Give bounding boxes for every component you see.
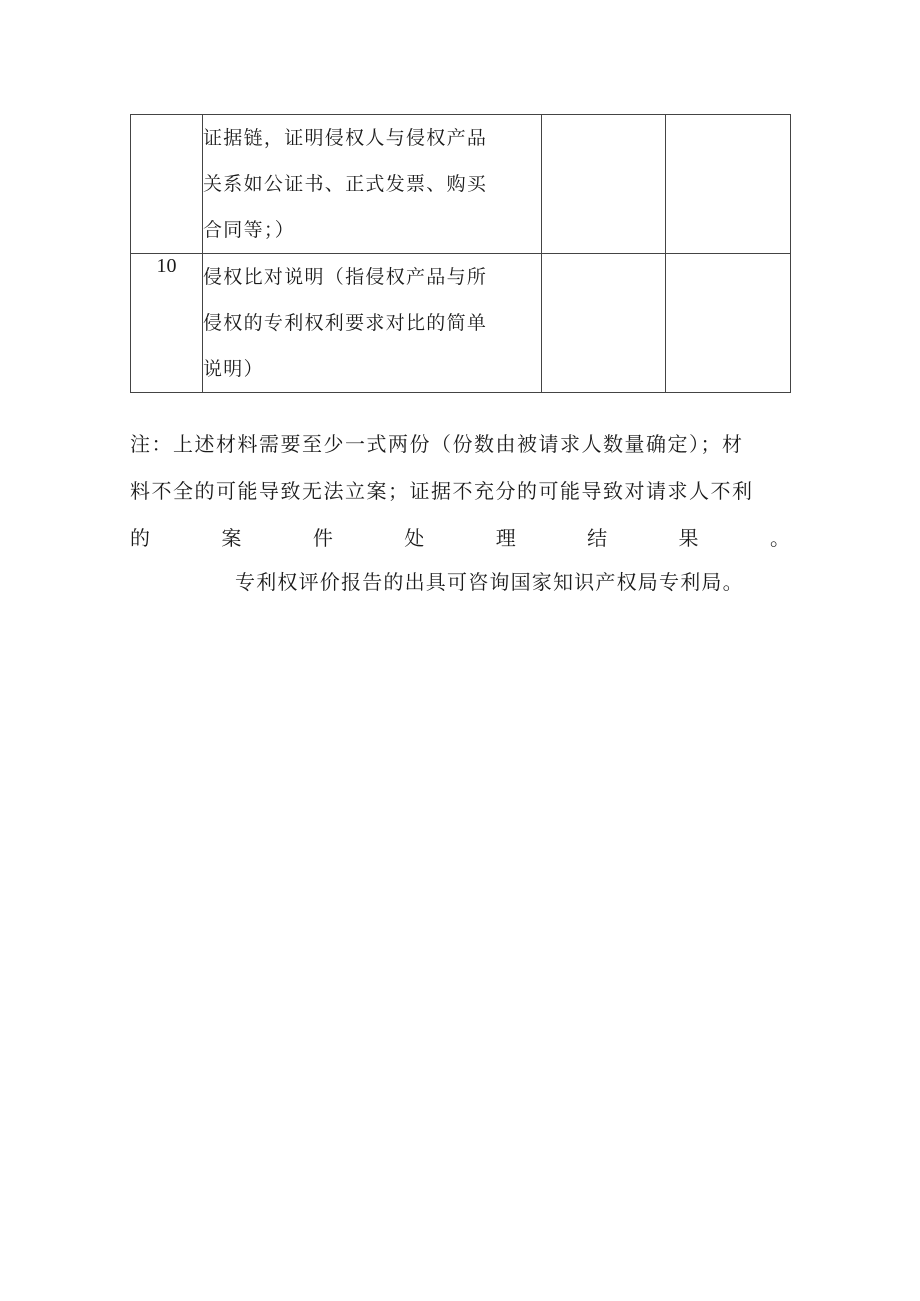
description-line: 关系如公证书、正式发票、购买 (203, 173, 488, 195)
note-char: 结 (587, 526, 608, 550)
description-line: 侵权比对说明（指侵权产品与所 (203, 266, 488, 288)
description-line: 证据链，证明侵权人与侵权产品 (203, 127, 488, 149)
note-char: 的 (130, 526, 150, 550)
note-char: 件 (312, 526, 333, 550)
row-number: 10 (131, 254, 203, 393)
note-line-3 (130, 522, 790, 551)
empty-cell (542, 115, 666, 254)
note-char: 。 (769, 526, 790, 550)
note-line-1: 注：上述材料需要至少一式两份（份数由被请求人数量确定）；材 (130, 432, 744, 456)
materials-table (130, 114, 791, 393)
note-line-4: 专利权评价报告的出具可咨询国家知识产权局专利局。 (235, 570, 744, 594)
empty-cell (666, 115, 791, 254)
note-char: 案 (221, 526, 242, 550)
note-char: 果 (678, 526, 699, 550)
row-description (203, 254, 542, 393)
row-number (131, 115, 203, 254)
empty-cell (666, 254, 791, 393)
description-line: 合同等；） (203, 219, 296, 241)
note-line-2: 料不全的可能导致无法立案；证据不充分的可能导致对请求人不利 (130, 479, 754, 503)
table-row (131, 254, 791, 393)
empty-cell (542, 254, 666, 393)
description-line: 说明） (203, 358, 264, 380)
note-char: 理 (495, 526, 516, 550)
description-line: 侵权的专利权利要求对比的简单 (203, 312, 488, 334)
note-char: 处 (404, 526, 425, 550)
row-description (203, 115, 542, 254)
table-row (131, 115, 791, 254)
